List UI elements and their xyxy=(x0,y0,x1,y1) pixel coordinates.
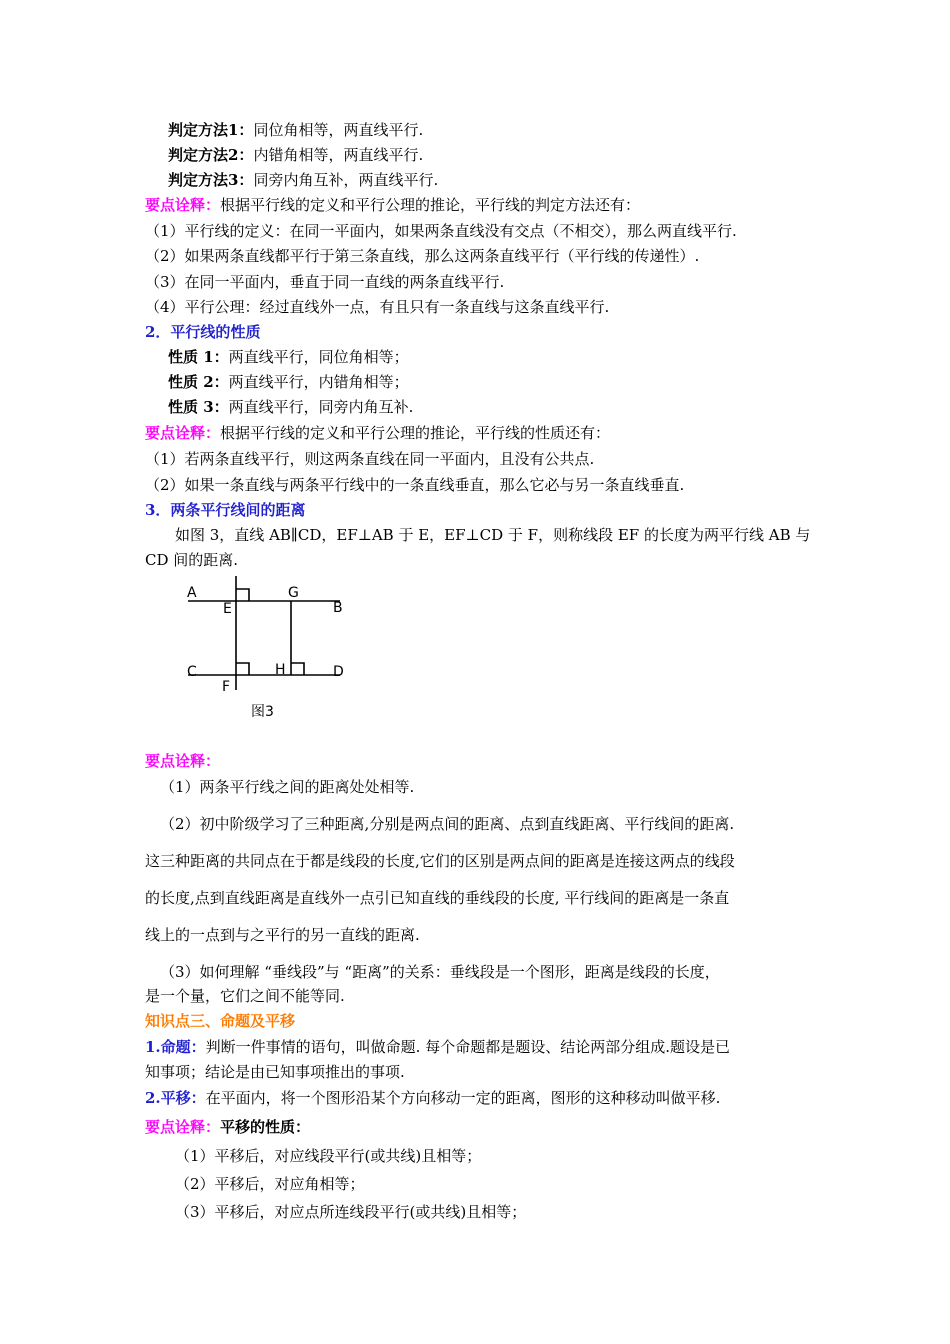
translation-property-1: （1）平移后，对应线段平行(或共线)且相等； xyxy=(175,1147,482,1165)
label-d: D xyxy=(333,664,344,680)
extra-property-2: （2）如果一条直线与两条平行线中的一条直线垂直，那么它必与另一条直线垂直. xyxy=(145,476,685,494)
label-f: F xyxy=(222,679,231,695)
proposition-label: 1.命题： xyxy=(145,1038,206,1056)
proposition-line-2: 知事项；结论是由已知事项推出的事项. xyxy=(145,1063,405,1081)
property-text: 两直线平行，同位角相等； xyxy=(228,348,409,366)
note-3-item-2: （2）初中阶级学习了三种距离,分别是两点间的距离、点到直线距离、平行线间的距离. xyxy=(160,815,735,833)
note-3-label: 要点诠释： xyxy=(145,752,221,770)
label-h: H xyxy=(275,662,286,678)
extra-method-4: （4）平行公理：经过直线外一点，有且只有一条直线与这条直线平行. xyxy=(145,298,610,316)
property-text: 两直线平行，内错角相等； xyxy=(228,373,409,391)
note-label: 要点诠释： xyxy=(145,424,221,442)
property-1 xyxy=(168,347,409,367)
proposition-text: 判断一件事情的语句，叫做命题. 每个命题都是题设、结论两部分组成.题设是已 xyxy=(205,1038,730,1056)
method-text: 同位角相等，两直线平行. xyxy=(253,121,424,139)
extra-property-1: （1）若两条直线平行，则这两条直线在同一平面内，且没有公共点. xyxy=(145,450,595,468)
note-text: 根据平行线的定义和平行公理的推论，平行线的性质还有： xyxy=(220,424,611,442)
section-3-heading: 3．两条平行线间的距离 xyxy=(145,501,306,519)
right-angle-mark-e xyxy=(236,589,249,601)
note-label: 要点诠释： xyxy=(145,1118,221,1136)
note-3-item-3: （3）如何理解 “垂线段”与 “距离”的关系：垂线段是一个图形，距离是线段的长度， xyxy=(160,963,720,981)
method-label: 判定方法2： xyxy=(168,146,254,164)
label-b: B xyxy=(333,600,343,616)
property-2 xyxy=(168,372,409,392)
extra-method-3: （3）在同一平面内，垂直于同一直线的两条直线平行. xyxy=(145,273,505,291)
translation-text: 在平面内，将一个图形沿某个方向移动一定的距离，图形的这种移动叫做平移. xyxy=(205,1089,721,1107)
method-text: 同旁内角互补，两直线平行. xyxy=(253,171,439,189)
method-label: 判定方法1： xyxy=(168,121,254,139)
section-2-heading: 2．平行线的性质 xyxy=(145,323,261,341)
note-1 xyxy=(145,195,640,215)
section-3-para-line-2: CD 间的距离. xyxy=(145,551,239,569)
figure-caption: 图3 xyxy=(251,704,274,720)
label-c: C xyxy=(187,664,197,680)
label-a: A xyxy=(187,585,197,601)
property-label: 性质 2： xyxy=(168,373,229,391)
translation-property-2: （2）平移后，对应角相等； xyxy=(175,1175,365,1193)
translation-label: 2.平移： xyxy=(145,1089,206,1107)
method-text: 内错角相等，两直线平行. xyxy=(253,146,424,164)
translation-definition xyxy=(145,1088,720,1108)
label-e: E xyxy=(223,601,232,617)
extra-method-2: （2）如果两条直线都平行于第三条直线，那么这两条直线平行（平行线的传递性）. xyxy=(145,247,700,265)
note-3-item-1: （1）两条平行线之间的距离处处相等. xyxy=(160,778,415,796)
note-text: 根据平行线的定义和平行公理的推论，平行线的判定方法还有： xyxy=(220,196,641,214)
extra-method-1: （1）平行线的定义：在同一平面内，如果两条直线没有交点（不相交），那么两直线平行. xyxy=(145,222,737,240)
note-3-item-2-cont-1: 这三种距离的共同点在于都是线段的长度,它们的区别是两点间的距离是连接这两点的线段 xyxy=(145,852,735,870)
note-3-item-2-cont-3: 线上的一点到与之平行的另一直线的距离. xyxy=(145,926,420,944)
note-title: 平移的性质： xyxy=(220,1118,311,1136)
note-label: 要点诠释： xyxy=(145,196,221,214)
method-3 xyxy=(168,170,438,190)
translation-property-3: （3）平移后，对应点所连线段平行(或共线)且相等； xyxy=(175,1203,527,1221)
knowledge-point-3-heading: 知识点三、命题及平移 xyxy=(145,1012,296,1030)
section-3-para-line-1: 如图 3，直线 AB∥CD，EF⊥AB 于 E，EF⊥CD 于 F，则称线段 EF 的长度为两平行线 AB 与 xyxy=(175,526,811,544)
note-3-item-3-cont: 是一个量，它们之间不能等同. xyxy=(145,987,345,1005)
right-angle-mark-f xyxy=(236,663,249,675)
figure-3-parallel-lines xyxy=(180,568,370,728)
property-text: 两直线平行，同旁内角互补. xyxy=(228,398,414,416)
proposition-line-1 xyxy=(145,1037,730,1057)
method-2 xyxy=(168,145,423,165)
note-3-item-2-cont-2: 的长度,点到直线距离是直线外一点引已知直线的垂线段的长度, 平行线间的距离是一条直 xyxy=(145,889,730,907)
method-1 xyxy=(168,120,423,140)
method-label: 判定方法3： xyxy=(168,171,254,189)
label-g: G xyxy=(288,585,299,601)
property-label: 性质 1： xyxy=(168,348,229,366)
note-4 xyxy=(145,1117,310,1137)
right-angle-mark-h xyxy=(291,663,304,675)
property-3 xyxy=(168,397,413,417)
property-label: 性质 3： xyxy=(168,398,229,416)
note-2 xyxy=(145,423,610,443)
